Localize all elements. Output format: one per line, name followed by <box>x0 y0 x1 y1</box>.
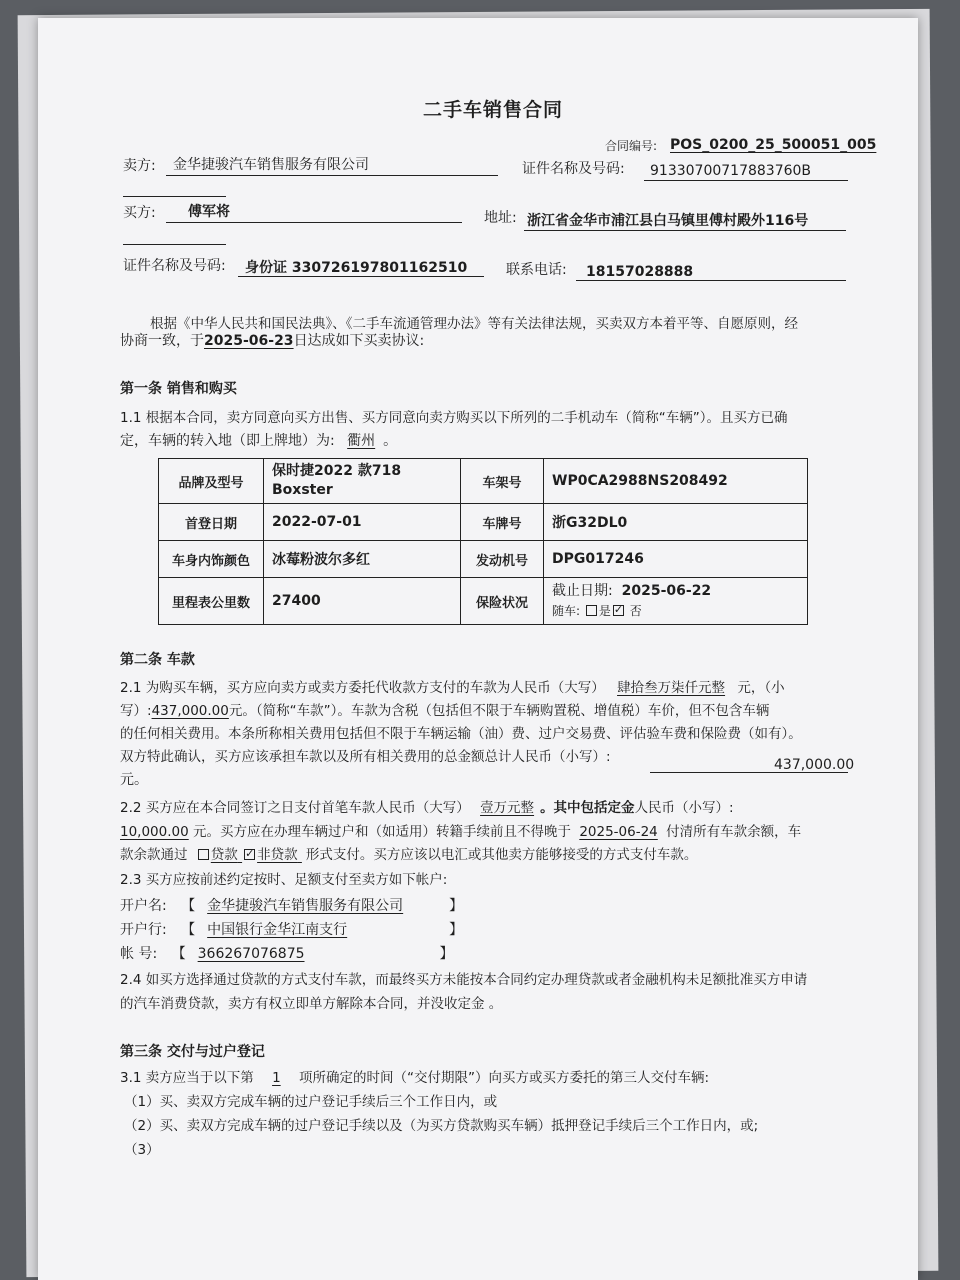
registration-city: 衢州 <box>347 433 376 449</box>
total-amount: 437,000.00 <box>774 757 855 773</box>
section2-heading: 第二条 车款 <box>120 652 195 668</box>
brand-label: 品牌及型号 <box>159 459 264 504</box>
account-name-value: 金华捷骏汽车销售服务有限公司 <box>207 898 404 914</box>
clause-2-1-line5: 元。 <box>120 772 148 788</box>
contract-number-value: POS_0200_25_500051_005 <box>670 137 877 153</box>
seller-id-value: 91330700717883760B <box>650 163 812 179</box>
clause-3-1-option1: （1）买、卖双方完成车辆的过户登记手续后三个工作日内，或 <box>124 1094 498 1110</box>
insurance-deadline: 2025-06-22 <box>621 583 712 599</box>
buyer-label: 买方: <box>123 205 156 221</box>
nonloan-checkbox[interactable] <box>244 849 255 860</box>
clause-2-2-line1: 2.2 买方应在本合同签订之日支付首笔车款人民币（大写） 壹万元整 。其中包括定金人民币（小写）: <box>120 800 734 816</box>
clause-2-2-line2: 10,000.00 元。买方应在办理车辆过户和（如适用）转籍手续前且不得晚于 2025-06-24 付清所有车款余额，车 <box>120 824 802 840</box>
table-row <box>159 504 808 541</box>
mileage-label: 里程表公里数 <box>159 578 264 625</box>
plate-label: 车牌号 <box>461 504 544 541</box>
first-payment-uppercase: 壹万元整 <box>480 800 535 816</box>
preamble-line1: 根据《中华人民共和国民法典》、《二手车流通管理办法》等有关法律法规，买卖双方本着平等、自愿原则，经 <box>150 316 798 332</box>
clause-2-2-line3: 款余款通过 贷款 ✓ 非贷款 形式支付。买方应该以电汇或其他卖方能够接受的方式支付车款。 <box>120 845 697 865</box>
clause-3-1-option3: （3） <box>124 1142 160 1158</box>
clause-1-1-line1: 1.1 根据本合同，卖方同意向买方出售、买方同意向卖方购买以下所列的二手机动车（简称“车辆”）。且买方已确 <box>120 410 788 426</box>
insurance-label: 保险状况 <box>461 578 544 625</box>
clause-2-1-line4: 双方特此确认，买方应该承担车款以及所有相关费用的总金额总计人民币（小写）: <box>120 749 611 765</box>
contract-number-label: 合同编号: <box>605 139 658 153</box>
engine-value: DPG017246 <box>544 541 808 578</box>
clause-2-1-line2: 写）:437,000.00元。（简称“车款”）。车款为含税（包括但不限于车辆购置税、增值税）车价，但不包含车辆 <box>120 703 770 719</box>
clause-3-1: 3.1 卖方应当于以下第 1 项所确定的时间（“交付期限”）向买方或买方委托的第三人交付车辆: <box>120 1070 709 1086</box>
preamble-line2: 协商一致，于2025-06-23日达成如下买卖协议: <box>120 333 425 349</box>
with-car-no-checkbox[interactable] <box>613 605 624 616</box>
bank-row: 开户行: 【 中国银行金华江南支行 】 <box>120 922 464 938</box>
insurance-value: 截止日期: 2025-06-22 随车: 是✓ 否 <box>544 578 808 625</box>
clause-2-4-line2: 的汽车消费贷款，卖方有权立即单方解除本合同，并没收定金 。 <box>120 996 503 1012</box>
buyer-id-label: 证件名称及号码: <box>123 258 226 274</box>
brand-value: 保时捷2022 款718 Boxster <box>264 459 461 504</box>
vehicle-info-table <box>158 458 808 625</box>
contract-page <box>38 18 918 1280</box>
clause-2-4-line1: 2.4 如买方选择通过贷款的方式支付车款，而最终买方未能按本合同约定办理贷款或者金融机构未足额批准买方申请 <box>120 972 808 988</box>
buyer-address-value: 浙江省金华市浦江县白马镇里傅村殿外116号 <box>527 213 809 229</box>
table-row <box>159 459 808 504</box>
seller-id-label: 证件名称及号码: <box>522 161 625 177</box>
color-label: 车身内饰颜色 <box>159 541 264 578</box>
bank-value: 中国银行金华江南支行 <box>207 922 348 938</box>
contract-title: 二手车销售合同 <box>423 99 564 121</box>
price-uppercase: 肆拾叁万柒仟元整 <box>617 680 726 696</box>
table-row <box>159 578 808 625</box>
seller-label: 卖方: <box>123 158 156 174</box>
price-lowercase: 437,000.00 <box>151 703 229 719</box>
plate-value: 浙G32DL0 <box>544 504 808 541</box>
section3-heading: 第三条 交付与过户登记 <box>120 1044 265 1060</box>
reg-date-label: 首登日期 <box>159 504 264 541</box>
buyer-name: 傅军将 <box>188 204 230 220</box>
vin-value: WP0CA2988NS208492 <box>544 459 808 504</box>
account-number-row: 帐 号: 【 366267076875 】 <box>120 946 454 962</box>
table-row <box>159 541 808 578</box>
loan-checkbox[interactable] <box>198 849 209 860</box>
color-value: 冰莓粉波尔多红 <box>264 541 461 578</box>
vin-label: 车架号 <box>461 459 544 504</box>
buyer-id-value: 身份证 330726197801162510 <box>245 260 468 276</box>
agreement-date: 2025-06-23 <box>204 333 294 349</box>
clause-3-1-option2: （2）买、卖双方完成车辆的过户登记手续以及（为买方贷款购买车辆）抵押登记手续后三个工作日内，或; <box>124 1118 759 1134</box>
delivery-item-number: 1 <box>272 1070 281 1086</box>
seller-name: 金华捷骏汽车销售服务有限公司 <box>173 157 369 173</box>
account-name-row: 开户名: 【 金华捷骏汽车销售服务有限公司 】 <box>120 898 464 914</box>
buyer-phone-label: 联系电话: <box>506 262 567 278</box>
with-car-yes-checkbox[interactable] <box>586 605 597 616</box>
engine-label: 发动机号 <box>461 541 544 578</box>
mileage-value: 27400 <box>264 578 461 625</box>
clause-1-1-line2: 定，车辆的转入地（即上牌地）为: 衢州 。 <box>120 433 398 449</box>
account-number-value: 366267076875 <box>197 946 305 962</box>
clause-2-1-line3: 的任何相关费用。本条所称相关费用包括但不限于车辆运输（油）费、过户交易费、评估验车费和保险费（如有）。 <box>120 726 802 742</box>
reg-date-value: 2022-07-01 <box>264 504 461 541</box>
buyer-address-label: 地址: <box>484 210 517 226</box>
section1-heading: 第一条 销售和购买 <box>120 381 237 397</box>
balance-due-date: 2025-06-24 <box>579 824 658 840</box>
first-payment-lowercase: 10,000.00 <box>120 824 189 840</box>
buyer-phone-value: 18157028888 <box>586 264 694 280</box>
clause-2-1-line1: 2.1 为购买车辆，买方应向卖方或卖方委托代收款方支付的车款为人民币（大写） 肆拾叁万柒仟元整 元，（小 <box>120 680 785 696</box>
clause-2-3: 2.3 买方应按前述约定按时、足额支付至卖方如下帐户: <box>120 872 448 888</box>
